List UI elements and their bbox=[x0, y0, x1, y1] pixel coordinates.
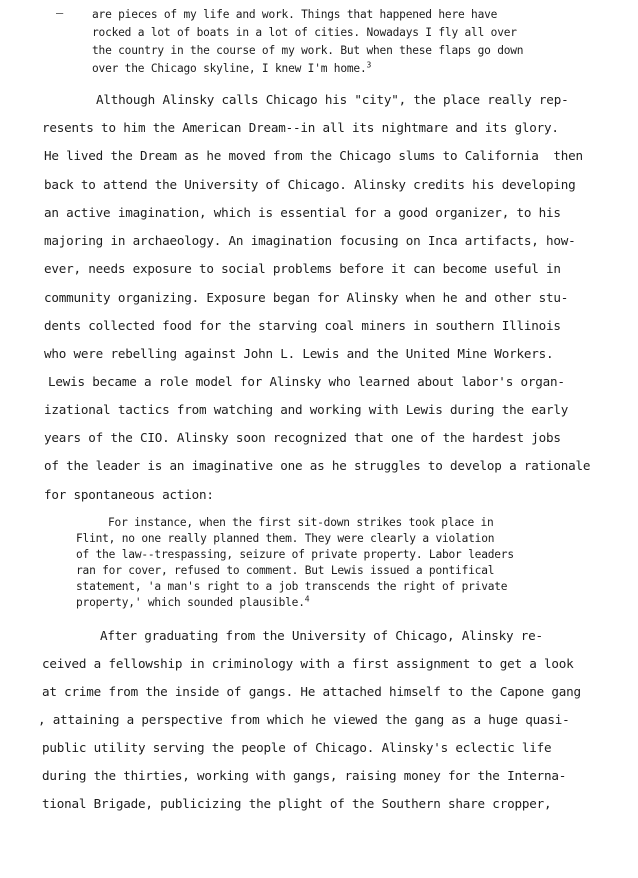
body-line: during the thirties, working with gangs, raising money for the Interna- bbox=[42, 768, 567, 783]
body-line: tional Brigade, publicizing the plight of the Southern share cropper, bbox=[42, 796, 552, 811]
body-line: He lived the Dream as he moved from the Chicago slums to California then bbox=[44, 148, 583, 163]
top-quote-last-text: over the Chicago skyline, I knew I'm home. bbox=[92, 62, 367, 75]
body-line: back to attend the University of Chicago. Alinsky credits his developing bbox=[44, 177, 576, 192]
footnote-ref-4: 4 bbox=[304, 594, 310, 604]
body-line: resents to him the American Dream--in all its nightmare and its glory. bbox=[42, 120, 559, 135]
body-line: at crime from the inside of gangs. He attached himself to the Capone gang bbox=[42, 684, 581, 699]
body-line: Lewis became a role model for Alinsky who learned about labor's organ- bbox=[48, 374, 565, 389]
body-line: an active imagination, which is essential for a good organizer, to his bbox=[44, 205, 561, 220]
body-line: ever, needs exposure to social problems before it can become useful in bbox=[44, 261, 561, 276]
body-line: dents collected food for the starving coal miners in southern Illinois bbox=[44, 318, 561, 333]
top-quote-line: rocked a lot of boats in a lot of cities. Nowadays I fly all over bbox=[92, 26, 517, 39]
body-line: Although Alinsky calls Chicago his "city", the place really rep- bbox=[96, 92, 569, 107]
body-line: public utility serving the people of Chicago. Alinsky's eclectic life bbox=[42, 740, 552, 755]
block-quote-line: Flint, no one really planned them. They were clearly a violation bbox=[76, 532, 495, 545]
body-line: izational tactics from watching and working with Lewis during the early bbox=[44, 402, 569, 417]
top-quote-line: the country in the course of my work. But when these flaps go down bbox=[92, 44, 524, 57]
block-quote-line: statement, 'a man's right to a job transcends the right of private bbox=[76, 580, 508, 593]
top-quote-line bbox=[92, 62, 371, 75]
top-quote-line: are pieces of my life and work. Things that happened here have bbox=[92, 8, 498, 21]
body-line: After graduating from the University of Chicago, Alinsky re- bbox=[100, 628, 543, 643]
body-line: , attaining a perspective from which he viewed the gang as a huge quasi- bbox=[38, 712, 570, 727]
block-quote-last-text: property,' which sounded plausible. bbox=[76, 596, 305, 609]
body-line: community organizing. Exposure began for Alinsky when he and other stu- bbox=[44, 290, 569, 305]
body-line: years of the CIO. Alinsky soon recognized that one of the hardest jobs bbox=[44, 430, 561, 445]
body-line: majoring in archaeology. An imagination focusing on Inca artifacts, how- bbox=[44, 233, 576, 248]
body-line: who were rebelling against John L. Lewis and the United Mine Workers. bbox=[44, 346, 554, 361]
block-quote-line: ran for cover, refused to comment. But Lewis issued a pontifical bbox=[76, 564, 495, 577]
body-line: of the leader is an imaginative one as he struggles to develop a rationale bbox=[44, 458, 591, 473]
block-quote-line: of the law--trespassing, seizure of private property. Labor leaders bbox=[76, 548, 514, 561]
block-quote-line: For instance, when the first sit-down strikes took place in bbox=[108, 516, 494, 529]
block-quote-line bbox=[76, 596, 309, 609]
margin-dash-mark: — bbox=[56, 6, 64, 20]
body-line: for spontaneous action: bbox=[44, 487, 214, 502]
footnote-ref-3: 3 bbox=[366, 60, 372, 70]
body-line: ceived a fellowship in criminology with a first assignment to get a look bbox=[42, 656, 574, 671]
